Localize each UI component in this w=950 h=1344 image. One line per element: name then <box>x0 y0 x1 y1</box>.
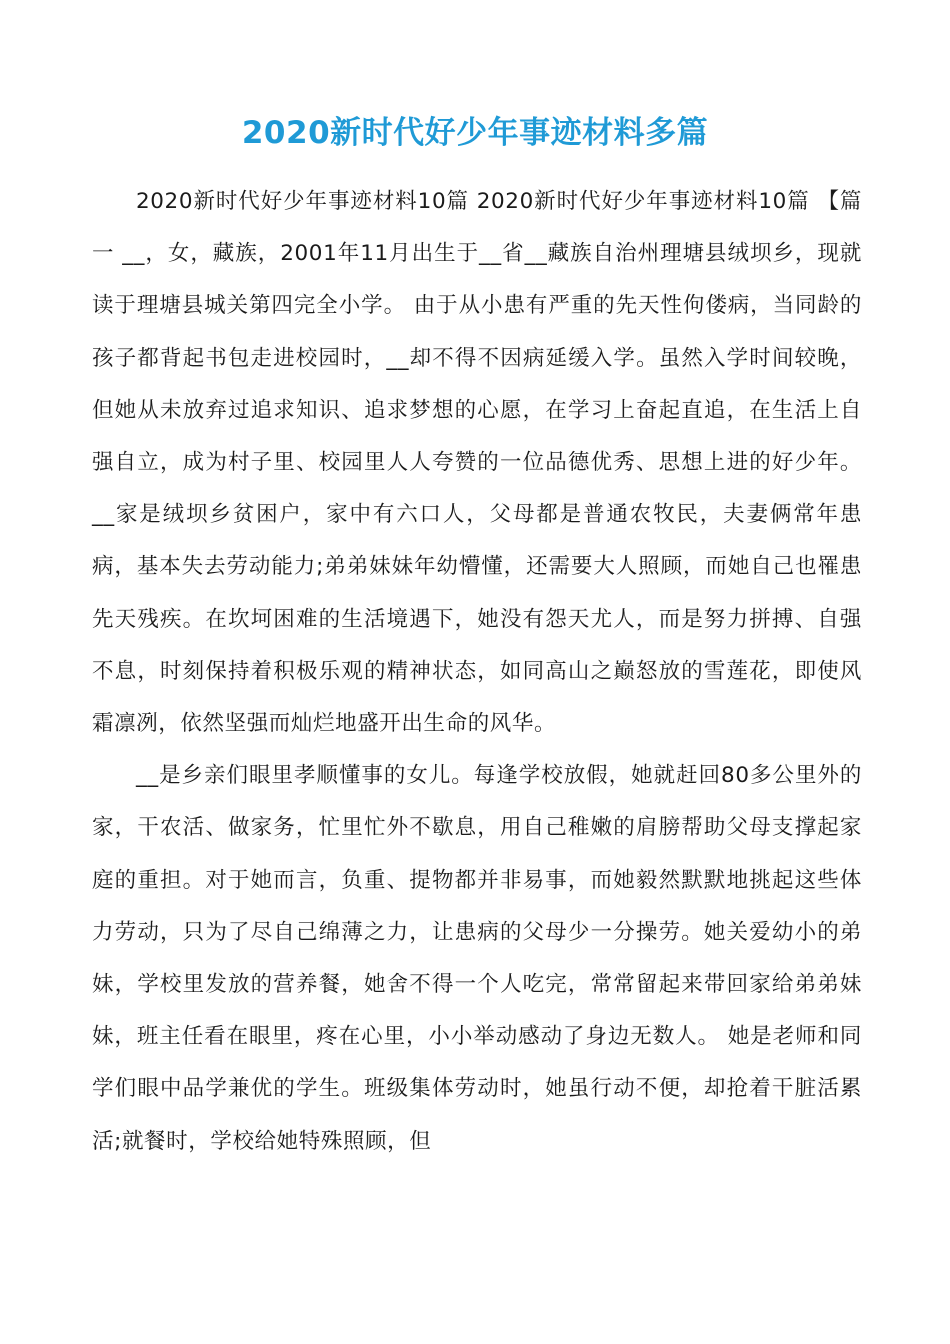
document-title: 2020新时代好少年事迹材料多篇 <box>241 114 709 151</box>
body-paragraph-2: __是乡亲们眼里孝顺懂事的女儿。每逢学校放假，她就赶回80多公里外的家，干农活、做家务，忙里忙外不歇息，用自己稚嫩的肩膀帮助父母支撑起家庭的重担。对于她而言，负重、提物都并非易事，而她毅然默默地挑起这些体力劳动，只为了尽自己绵薄之力，让患病的父母少一分操劳。她关爱幼小的弟妹，学校里发放的营养餐，她舍不得一个人吃完，常常留起来带回家给弟弟妹妹，班主任看在眼里，疼在心里，小小举动感动了身边无数人。 她是老师和同学们眼中品学兼优的学生。班级集体劳动时，她虽行动不便，却抢着干脏活累活;就餐时，学校给她特殊照顾，但 <box>92 763 862 1154</box>
body-paragraph-1: 2020新时代好少年事迹材料10篇 2020新时代好少年事迹材料10篇 【篇一 __，女，藏族，2001年11月出生于__省__藏族自治州理塘县绒坝乡，现就读于理塘县城关第四完全小学。 由于从小患有严重的先天性佝偻病，当同龄的孩子都背起书包走进校园时，__却不得不因病延缓入学。虽然入学时间较晚，但她从未放弃过追求知识、追求梦想的心愿，在学习上奋起直追，在生活上自强自立，成为村子里、校园里人人夸赞的一位品德优秀、思想上进的好少年。 __家是绒坝乡贫困户，家中有六口人，父母都是普通农牧民，夫妻俩常年患病，基本失去劳动能力;弟弟妹妹年幼懵懂，还需要大人照顾，而她自己也罹患先天残疾。在坎坷困难的生活境遇下，她没有怨天尤人，而是努力拼搏、自强不息，时刻保持着积极乐观的精神状态，如同高山之巅怒放的雪莲花，即使风霜凛冽，依然坚强而灿烂地盛开出生命的风华。 <box>92 189 862 737</box>
document-body <box>92 176 862 1168</box>
